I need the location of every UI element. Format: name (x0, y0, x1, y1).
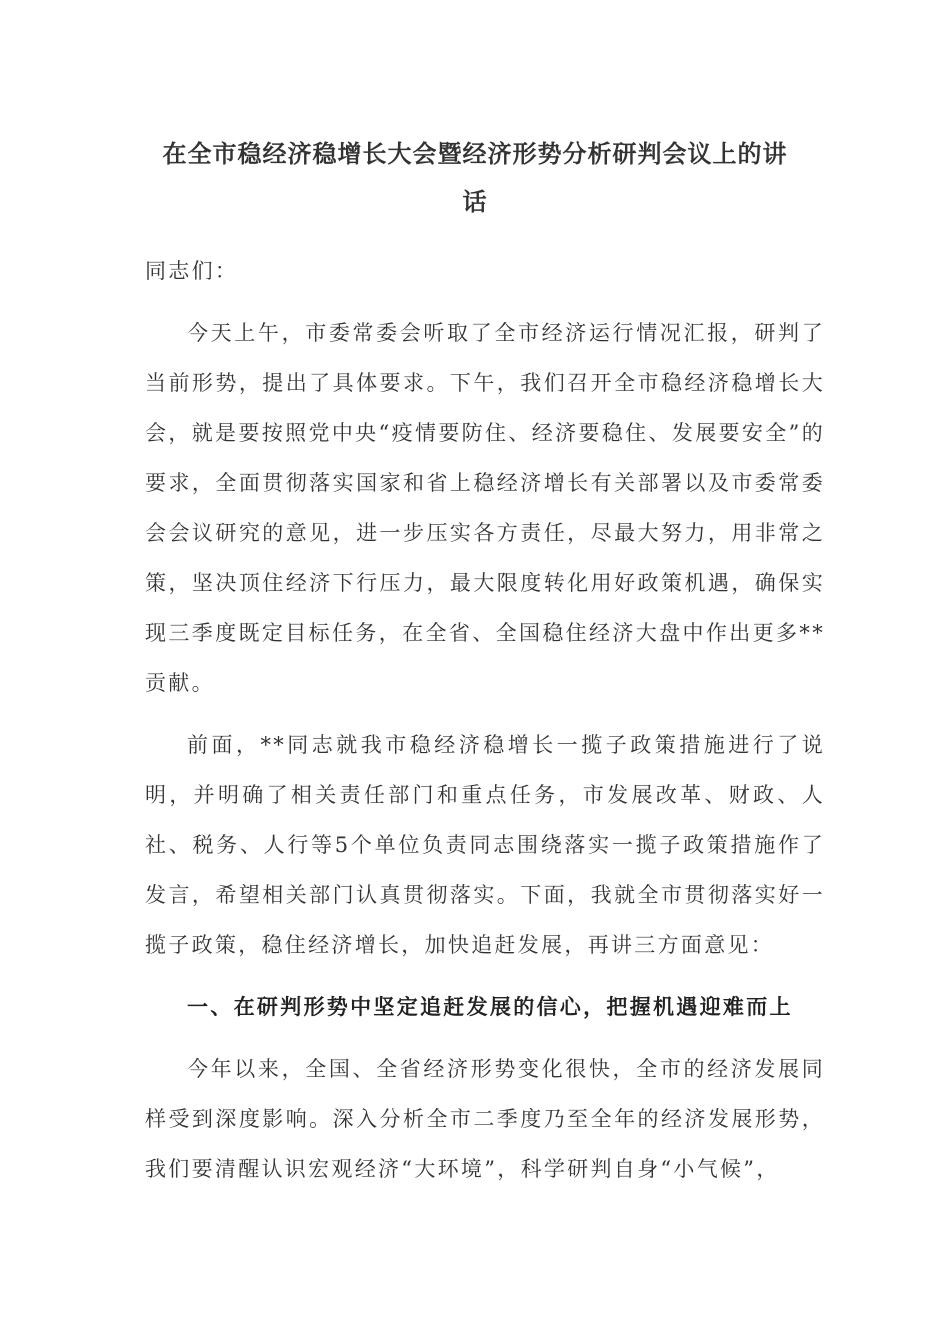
document-body (145, 246, 825, 1206)
paragraph-1: 今天上午，市委常委会听取了全市经济运行情况汇报，研判了当前形势，提出了具体要求。下午，我们召开全市稳经济稳增长大会，就是要按照党中央“疫情要防住、经济要稳住、发展要安全”的要求，全面贯彻落实国家和省上稳经济增长有关部署以及市委常委会会议研究的意见，进一步压实各方责任，尽最大努力，用非常之策，坚决顶住经济下行压力，最大限度转化用好政策机遇，确保实现三季度既定目标任务，在全省、全国稳住经济大盘中作出更多**贡献。 (145, 321, 825, 695)
section-paragraph: 今年以来，全国、全省经济形势变化很快，全市的经济发展同样受到深度影响。深入分析全市二季度乃至全年的经济发展形势，我们要清醒认识宏观经济“大环境”，科学研判自身“小气候”， (145, 1057, 825, 1181)
paragraph-2: 前面，**同志就我市稳经济稳增长一揽子政策措施进行了说明，并明确了相关责任部门和重点任务，市发展改革、财政、人社、税务、人行等5个单位负责同志围绕落实一揽子政策措施作了发言，希望相关部门认真贯彻落实。下面，我就全市贯彻落实好一揽子政策，稳住经济增长，加快追赶发展，再讲三方面意见： (145, 733, 825, 957)
salutation: 同志们： (145, 259, 239, 283)
document-title (140, 130, 810, 226)
title-line-2: 话 (462, 187, 488, 216)
section-heading: 一、在研判形势中坚定追赶发展的信心，把握机遇迎难而上 (187, 994, 793, 1019)
title-line-1: 在全市稳经济稳增长大会暨经济形势分析研判会议上的讲 (162, 139, 788, 168)
